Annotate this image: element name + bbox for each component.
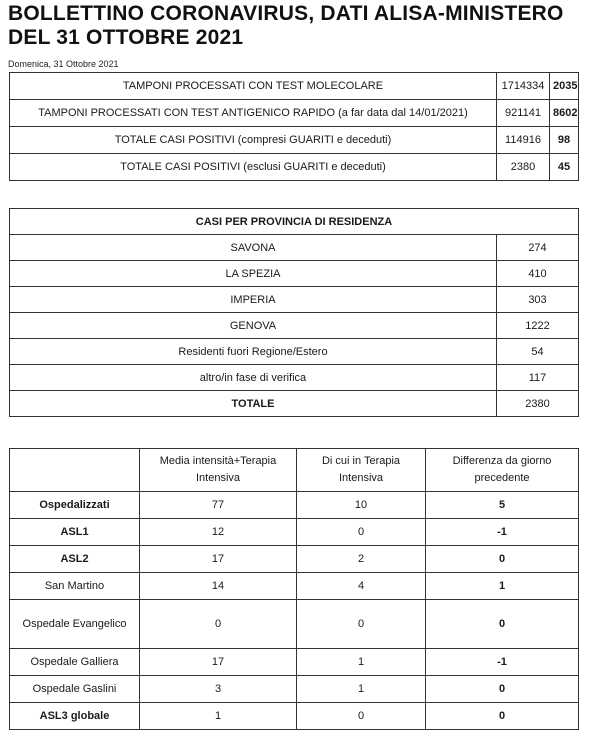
summary-delta: 8602 — [550, 100, 579, 127]
hospital-header-row — [10, 449, 579, 492]
province-table — [9, 208, 579, 417]
summary-row — [10, 100, 579, 127]
summary-total: 114916 — [497, 127, 550, 154]
hospital-media: 77 — [140, 492, 297, 519]
hospital-differenza: 0 — [426, 546, 579, 573]
province-total-value: 2380 — [497, 391, 579, 417]
province-name: GENOVA — [10, 313, 497, 339]
bulletin-date: Domenica, 31 Ottobre 2021 — [8, 59, 119, 69]
hospital-header-differenza: Differenza da giorno precedente — [426, 449, 579, 492]
province-value: 410 — [497, 261, 579, 287]
hospital-row — [10, 546, 579, 573]
hospital-name: ASL3 globale — [10, 703, 140, 730]
hospital-terapia: 0 — [297, 600, 426, 649]
province-value: 54 — [497, 339, 579, 365]
hospital-terapia: 4 — [297, 573, 426, 600]
summary-total: 921141 — [497, 100, 550, 127]
hospital-differenza: -1 — [426, 519, 579, 546]
province-name: SAVONA — [10, 235, 497, 261]
hospital-differenza: 1 — [426, 573, 579, 600]
summary-label: TAMPONI PROCESSATI CON TEST ANTIGENICO RAPIDO (a far data dal 14/01/2021) — [10, 100, 497, 127]
province-row — [10, 313, 579, 339]
summary-label: TOTALE CASI POSITIVI (esclusi GUARITI e deceduti) — [10, 154, 497, 181]
hospital-terapia: 0 — [297, 703, 426, 730]
summary-row — [10, 154, 579, 181]
province-name: Residenti fuori Regione/Estero — [10, 339, 497, 365]
province-total-row — [10, 391, 579, 417]
hospital-terapia: 10 — [297, 492, 426, 519]
hospital-differenza: 0 — [426, 676, 579, 703]
province-header: CASI PER PROVINCIA DI RESIDENZA — [10, 209, 579, 235]
hospital-terapia: 1 — [297, 649, 426, 676]
hospital-row — [10, 600, 579, 649]
hospital-name: ASL1 — [10, 519, 140, 546]
summary-total: 2380 — [497, 154, 550, 181]
summary-label: TAMPONI PROCESSATI CON TEST MOLECOLARE — [10, 73, 497, 100]
hospital-terapia: 1 — [297, 676, 426, 703]
hospital-row — [10, 492, 579, 519]
hospital-media: 1 — [140, 703, 297, 730]
province-name: altro/in fase di verifica — [10, 365, 497, 391]
summary-row — [10, 73, 579, 100]
province-value: 303 — [497, 287, 579, 313]
hospital-media: 12 — [140, 519, 297, 546]
hospital-header-terapia: Di cui in Terapia Intensiva — [297, 449, 426, 492]
hospital-row — [10, 676, 579, 703]
hospital-name: San Martino — [10, 573, 140, 600]
hospital-name: Ospedale Gaslini — [10, 676, 140, 703]
hospital-differenza: 0 — [426, 600, 579, 649]
hospital-header-media: Media intensità+Terapia Intensiva — [140, 449, 297, 492]
province-row — [10, 339, 579, 365]
hospital-media: 17 — [140, 649, 297, 676]
hospital-name: Ospedale Galliera — [10, 649, 140, 676]
summary-delta: 2035 — [550, 73, 579, 100]
summary-delta: 45 — [550, 154, 579, 181]
hospital-table — [9, 448, 579, 730]
hospital-row — [10, 703, 579, 730]
hospital-terapia: 2 — [297, 546, 426, 573]
summary-label: TOTALE CASI POSITIVI (compresi GUARITI e deceduti) — [10, 127, 497, 154]
province-value: 117 — [497, 365, 579, 391]
province-value: 1222 — [497, 313, 579, 339]
hospital-media: 0 — [140, 600, 297, 649]
hospital-differenza: 5 — [426, 492, 579, 519]
province-row — [10, 261, 579, 287]
province-total-label: TOTALE — [10, 391, 497, 417]
province-row — [10, 235, 579, 261]
hospital-row — [10, 519, 579, 546]
summary-table — [9, 72, 579, 181]
summary-total: 1714334 — [497, 73, 550, 100]
hospital-name: Ospedalizzati — [10, 492, 140, 519]
province-value: 274 — [497, 235, 579, 261]
province-name: IMPERIA — [10, 287, 497, 313]
hospital-differenza: -1 — [426, 649, 579, 676]
summary-row — [10, 127, 579, 154]
province-row — [10, 365, 579, 391]
hospital-differenza: 0 — [426, 703, 579, 730]
hospital-media: 3 — [140, 676, 297, 703]
hospital-row — [10, 649, 579, 676]
summary-delta: 98 — [550, 127, 579, 154]
hospital-media: 17 — [140, 546, 297, 573]
province-name: LA SPEZIA — [10, 261, 497, 287]
page-title: BOLLETTINO CORONAVIRUS, DATI ALISA-MINISTERO DEL 31 OTTOBRE 2021 — [8, 2, 564, 49]
hospital-name: ASL2 — [10, 546, 140, 573]
hospital-row — [10, 573, 579, 600]
province-row — [10, 287, 579, 313]
province-header-row — [10, 209, 579, 235]
hospital-name: Ospedale Evangelico — [10, 600, 140, 649]
hospital-terapia: 0 — [297, 519, 426, 546]
hospital-media: 14 — [140, 573, 297, 600]
hospital-header-name — [10, 449, 140, 492]
